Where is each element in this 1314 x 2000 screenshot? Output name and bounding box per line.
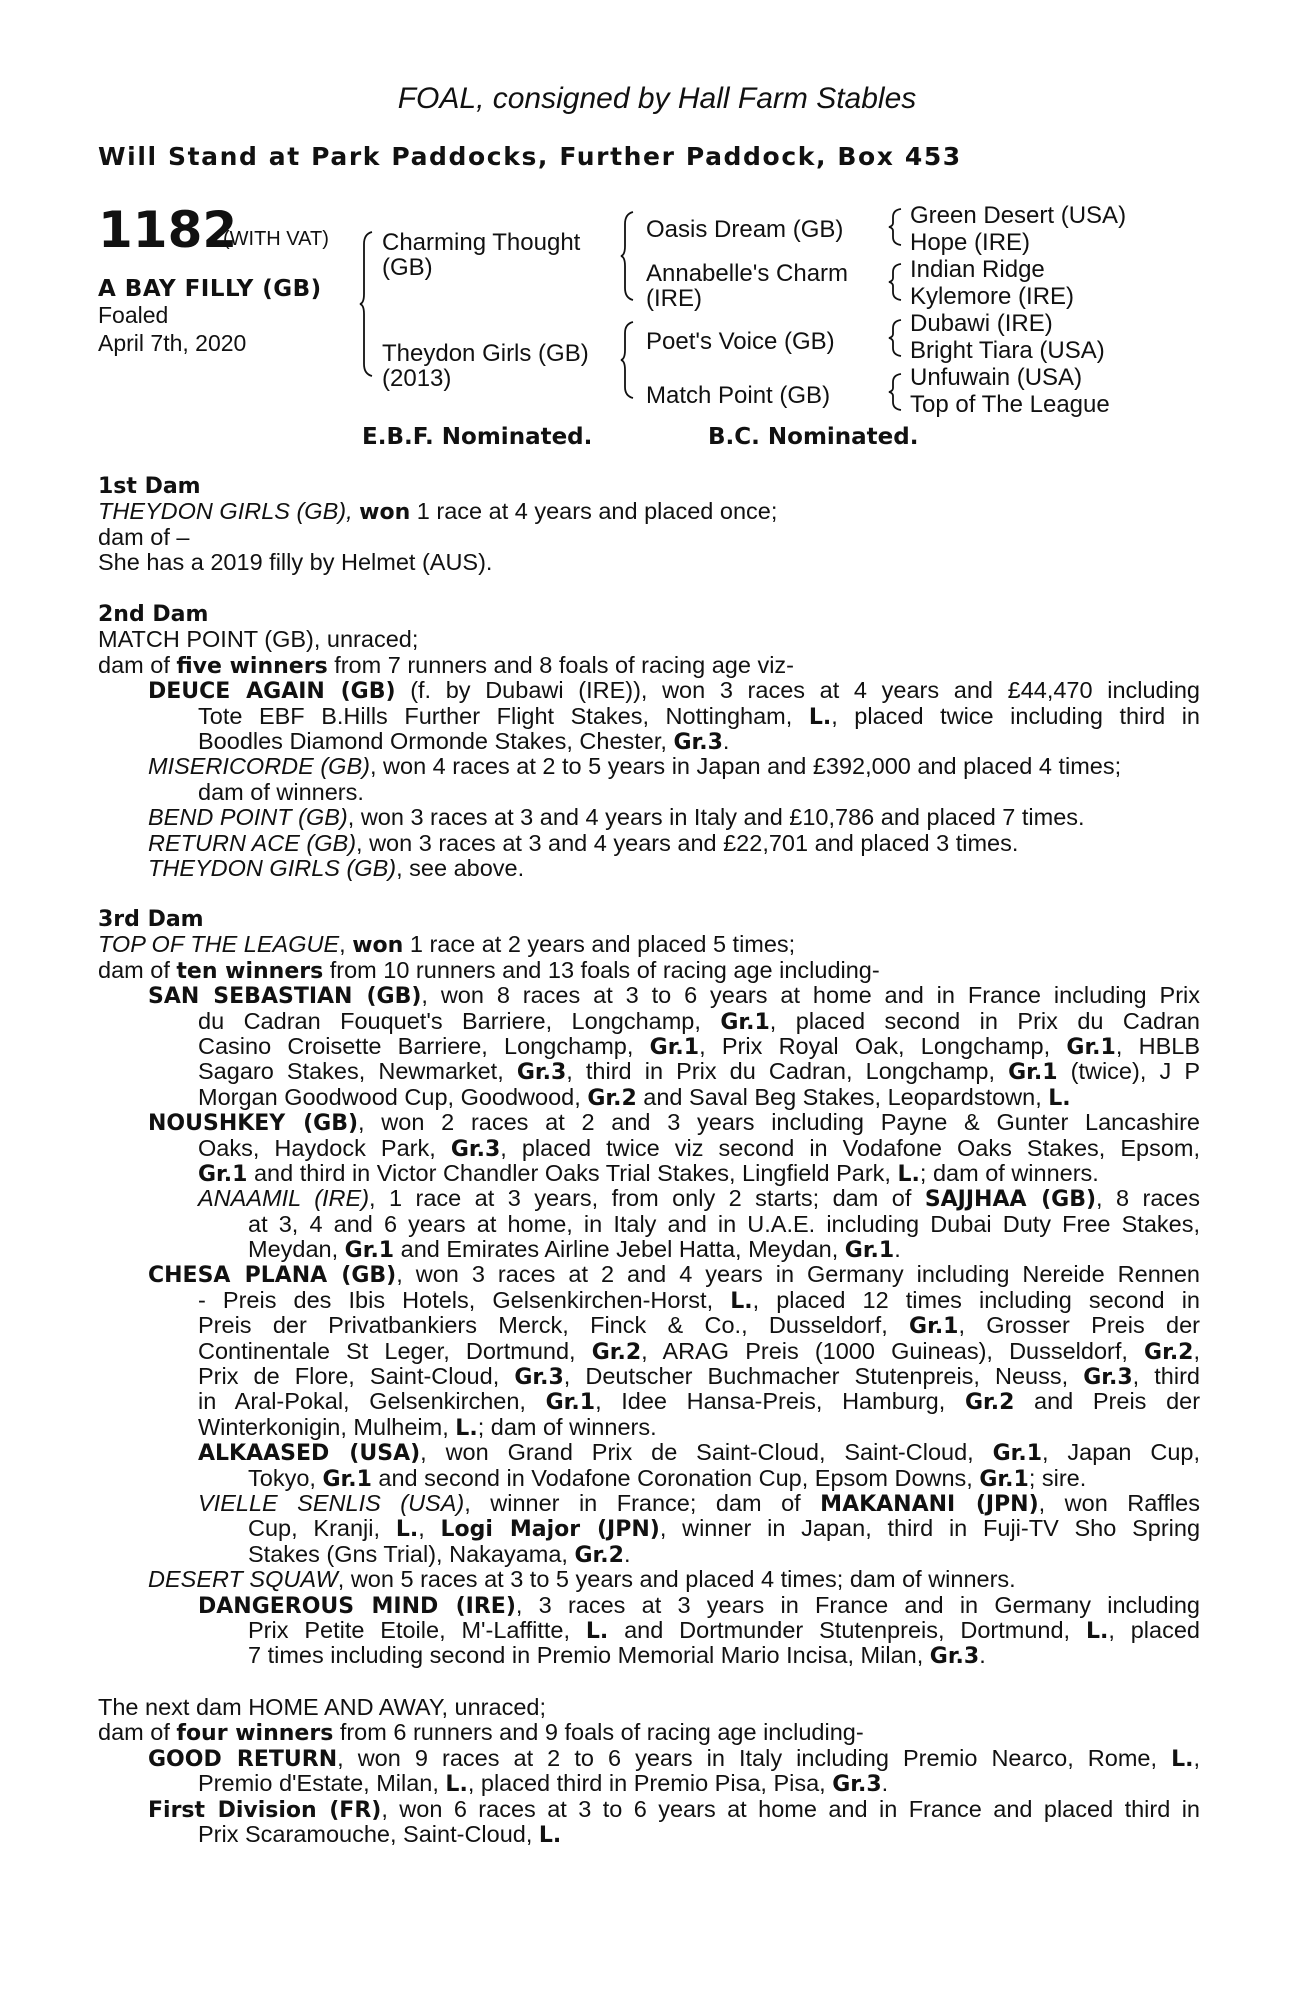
- ped-ddd: Top of The League: [910, 391, 1110, 418]
- dam-name: Theydon Girls (GB) (2013): [382, 340, 589, 393]
- ped-sdd: Kylemore (IRE): [910, 283, 1075, 310]
- produce-noushkey: NOUSHKEY (GB), won 2 races at 2 and 3 years including Payne & Gunter Lancashire: [148, 1109, 1200, 1137]
- ebf-nomination: E.B.F. Nominated.: [362, 424, 593, 450]
- ped-dds: Unfuwain (USA): [910, 364, 1083, 391]
- third-dam-heading: 3rd Dam: [98, 907, 204, 932]
- produce-deuce-again: DEUCE AGAIN (GB) (f. by Dubawi (IRE)), won 3 races at 4 years and £44,470 including: [148, 677, 1200, 705]
- foaled-label: Foaled: [98, 302, 169, 328]
- ped-ssd: Hope (IRE): [910, 229, 1031, 256]
- produce-good-return: GOOD RETURN, won 9 races at 2 to 6 years in Italy including Premio Nearco, Rome, L.,: [148, 1744, 1200, 1772]
- lot-name: A BAY FILLY (GB): [98, 276, 322, 302]
- foaled-date: April 7th, 2020: [98, 330, 247, 356]
- produce-desert-squaw: DESERT SQUAW, won 5 races at 3 to 5 years and placed 4 times; dam of winners.: [148, 1566, 1016, 1593]
- lot-number: 1182: [98, 201, 238, 259]
- produce-bend-point: BEND POINT (GB), won 3 races at 3 and 4 years in Italy and £10,786 and placed 7 times.: [148, 804, 1085, 831]
- pedigree-brace-main: [359, 230, 373, 378]
- produce-dangerous-mind: DANGEROUS MIND (IRE), 3 races at 3 years in France and in Germany including: [198, 1591, 1200, 1619]
- produce-vielle-senlis: VIELLE SENLIS (USA), winner in France; dam of MAKANANI (JPN), won Raffles: [198, 1489, 1200, 1517]
- produce-first-division: First Division (FR), won 6 races at 3 to 6 years at home and in France and placed third in: [148, 1795, 1200, 1823]
- first-dam-heading: 1st Dam: [98, 474, 201, 499]
- bc-nomination: B.C. Nominated.: [708, 424, 919, 450]
- dam-sire: Poet's Voice (GB): [646, 328, 835, 355]
- sire-dam: Annabelle's Charm (IRE): [646, 260, 849, 313]
- sire-sire: Oasis Dream (GB): [646, 216, 844, 243]
- produce-theydon-girls: THEYDON GIRLS (GB), see above.: [148, 854, 525, 881]
- produce-anaamil: ANAAMIL (IRE), 1 race at 3 years, from only 2 starts; dam of SAJJHAA (GB), 8 races: [198, 1185, 1200, 1213]
- produce-chesa-plana: CHESA PLANA (GB), won 3 races at 2 and 4 years in Germany including Nereide Rennen: [148, 1261, 1200, 1289]
- stand-location: Will Stand at Park Paddocks, Further Paddock, Box 453: [98, 142, 962, 171]
- next-dam-section: The next dam HOME AND AWAY, unraced; dam of four winners from 6 runners and 9 foals of racing age including- GOOD RETURN, won 9 races at 2 to 6 years in Italy including Premio Nearco, Rome, L., Premio d'Estate, Milan, L., placed third in Premio Pisa, Pisa, Gr.3. First Division (FR), won 6 races at 3 to 6 years at home and in France and placed third in Prix Scaramouche, Saint-Cloud, L.: [98, 1694, 1200, 1848]
- sire-name: Charming Thought (GB): [382, 229, 581, 282]
- pedigree-brace-ss: [888, 207, 902, 247]
- ped-sds: Indian Ridge: [910, 256, 1045, 283]
- first-dam-section: 1st Dam THEYDON GIRLS (GB), won 1 race at 4 years and placed once; dam of – She has a 2019 filly by Helmet (AUS).: [98, 474, 778, 576]
- consignor-title: FOAL, consigned by Hall Farm Stables: [397, 82, 917, 115]
- third-dam-section: 3rd Dam TOP OF THE LEAGUE, won 1 race at 2 years and placed 5 times; dam of ten winners from 10 runners and 13 foals of racing age including- SAN SEBASTIAN (GB), won 8 races at 3 to 6 years at home and in France including Prix du Cadran Fouquet's Barriere, Longchamp, Gr.1, placed second in Prix du Cadran Casino Croisette Barriere, Longchamp, Gr.1, Prix Royal Oak, Longchamp, Gr.1, HBLB Sagaro Stakes, Newmarket, Gr.3, third in Prix du Cadran, Longchamp, Gr.1 (twice), J P Morgan Goodwood Cup, Goodwood, Gr.2 and Saval Beg Stakes, Leopardstown, L. NOUSHKEY (GB), won 2 races at 2 and 3 years including Payne & Gunter Lancashire Oaks, Haydock Park, Gr.3, placed twice viz second in Vodafone Oaks Stakes, Epsom, Gr.1 and third in Victor Chandler Oaks Trial Stakes, Lingfield Park, L.; dam of winners. ANAAMIL (IRE), 1 race at 3 years, from only 2 starts; dam of SAJJHAA (GB), 8 races at 3, 4 and 6 years at home, in Italy and in U.A.E. including Dubai Duty Free Stakes, Meydan, Gr.1 and Emirates Airline Jebel Hatta, Meydan, Gr.1. CHESA PLANA (GB), won 3 races at 2 and 4 years in Germany including Nereide Rennen - Preis des Ibis Hotels, Gelsenkirchen-Horst, L., placed 12 times including second in Preis der Privatbankiers Merck, Finck & Co., Dusseldorf, Gr.1, Grosser Preis der Continentale St Leger, Dortmund, Gr.2, ARAG Preis (1000 Guineas), Dusseldorf, Gr.2, Prix de Flore, Saint-Cloud, Gr.3, Deutscher Buchmacher Stutenpreis, Neuss, Gr.3, third in Aral-Pokal, Gelsenkirchen, Gr.1, Idee Hansa-Preis, Hamburg, Gr.2 and Preis der Winterkonigin, Mulheim, L.; dam of winners. ALKAASED (USA), won Grand Prix de Saint-Cloud, Saint-Cloud, Gr.1, Japan Cup, Tokyo, Gr.1 and second in Vodafone Coronation Cup, Epsom Downs, Gr.1; sire. VIELLE SENLIS (USA), winner in France; dam of MAKANANI (JPN), won Raffles Cup, Kranji, L., Logi Major (JPN), winner in Japan, third in Fuji-TV Sho Spring Stakes (Gns Trial), Nakayama, Gr.2. DESERT SQUAW, won 5 races at 3 to 5 years and placed 4 times; dam of winners. DANGEROUS MIND (IRE), 3 races at 3 years in France and in Germany including Prix Petite Etoile, M'-Laffitte, L. and Dortmunder Stutenpreis, Dortmund, L., placed 7 times including second in Premio Memorial Mario Incisa, Milan, Gr.3.: [98, 907, 1201, 1670]
- produce-return-ace: RETURN ACE (GB), won 3 races at 3 and 4 years and £22,701 and placed 3 times.: [148, 829, 1019, 856]
- pedigree-brace-sd: [888, 262, 902, 302]
- produce-san-sebastian: SAN SEBASTIAN (GB), won 8 races at 3 to 6 years at home and in France including Prix: [148, 982, 1200, 1010]
- ped-dsd: Bright Tiara (USA): [910, 337, 1105, 364]
- produce-alkaased: ALKAASED (USA), won Grand Prix de Saint-Cloud, Saint-Cloud, Gr.1, Japan Cup,: [198, 1439, 1200, 1467]
- ped-sss: Green Desert (USA): [910, 202, 1127, 229]
- second-dam-section: 2nd Dam MATCH POINT (GB), unraced; dam of five winners from 7 runners and 8 foals of racing age viz- DEUCE AGAIN (GB) (f. by Dubawi (IRE)), won 3 races at 4 years and £44,470 including Tote EBF B.Hills Further Flight Stakes, Nottingham, L., placed twice including third in Boodles Diamond Ormonde Stakes, Chester, Gr.3. MISERICORDE (GB), won 4 races at 2 to 5 years in Japan and £392,000 and placed 4 times; dam of winners. BEND POINT (GB), won 3 races at 3 and 4 years in Italy and £10,786 and placed 7 times. RETURN ACE (GB), won 3 races at 3 and 4 years and £22,701 and placed 3 times. THEYDON GIRLS (GB), see above.: [98, 602, 1201, 881]
- pedigree-brace-dam: [620, 320, 634, 400]
- pedigree-brace-dd: [888, 372, 902, 412]
- second-dam-heading: 2nd Dam: [98, 602, 209, 627]
- ped-dss: Dubawi (IRE): [910, 310, 1053, 337]
- produce-misericorde: MISERICORDE (GB), won 4 races at 2 to 5 years in Japan and £392,000 and placed 4 times;: [148, 753, 1122, 780]
- dam-dam: Match Point (GB): [646, 382, 831, 409]
- vat-note: (WITH VAT): [223, 228, 329, 250]
- pedigree-brace-ds: [888, 318, 902, 358]
- pedigree-brace-sire: [620, 210, 634, 302]
